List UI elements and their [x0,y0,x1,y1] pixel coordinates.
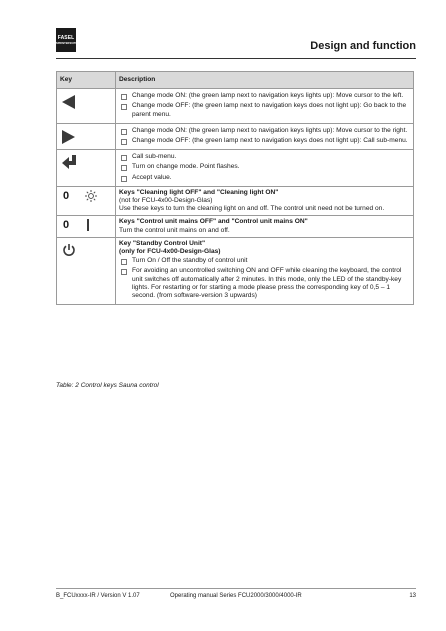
table-row [57,89,414,124]
off-key-label: 0 [63,219,70,232]
page-number: 13 [409,593,416,599]
description-cell [116,89,414,124]
table-caption: Table: 2 Control keys Sauna control [56,382,159,389]
description-cell [116,216,414,237]
list-item: Change mode OFF: (the green lamp next to navigation keys does not light up): Go back to the parent menu. [119,102,410,118]
off-key-label: 0 [63,189,70,202]
list-item: Change mode OFF: (the green lamp next to navigation keys does not light up): Call sub-menu. [119,137,410,145]
table-row [57,150,414,187]
list-item: Call sub-menu. [119,153,410,161]
description-cell [116,237,414,304]
row-title: Keys "Control unit mains OFF" and "Control unit mains ON" [119,218,308,226]
list-item: Turn On / Off the standby of control unit [119,257,410,265]
row-title: Key "Standby Control Unit" [119,239,206,247]
description-cell [116,123,414,149]
arrow-right-icon [62,130,75,144]
row-text: Use these keys to turn the cleaning light on and off. The control unit need not be turned on. [119,205,385,213]
footer-manual-title: Operating manual Series FCU2000/3000/4000-IR [170,593,302,599]
description-cell [116,150,414,187]
cleaning-light-icon [85,190,97,202]
row-subtitle: (not for FCU-4x00-Design-Glas) [119,197,213,205]
control-keys-table [56,71,414,305]
description-cell [116,186,414,216]
page-title: Design and function [310,40,416,52]
table-row [57,237,414,304]
list-item: Accept value. [119,174,410,182]
key-cell [57,237,116,304]
list-item: For avoiding an uncontrolled switching ON and OFF while cleaning the keyboard, the control unit switches off automatically after 2 minutes. In this mode, only the LED of the standby-key lights. For restarting or for starting a mode please press the corresponding key of 0,5 – 1 second. (from software-version 3 upwards) [119,267,410,300]
arrow-left-icon [62,95,75,109]
table-header-row [57,72,414,89]
enter-icon [62,155,78,169]
footer-divider [56,588,416,589]
standby-power-icon [62,243,76,257]
key-cell [57,216,116,237]
mains-on-icon [85,219,91,231]
list-item: Turn on change mode. Point flashes. [119,163,410,171]
column-header-description: Description [116,72,414,89]
table-row [57,186,414,216]
list-item: Change mode ON: (the green lamp next to navigation keys lights up): Move cursor to the right. [119,127,410,135]
row-subtitle: (only for FCU-4x00-Design-Glas) [119,248,221,256]
row-text: Turn the control unit mains on and off. [119,226,230,234]
header-divider [56,58,416,59]
table-row [57,123,414,149]
key-cell [57,150,116,187]
list-item: Change mode ON: (the green lamp next to navigation keys lights up): Move cursor to the left. [119,92,410,100]
column-header-key: Key [57,72,116,89]
row-title: Keys "Cleaning light OFF" and "Cleaning light ON" [119,188,279,196]
logo-subtext: SPRINTERSUITE [56,42,78,45]
key-cell [57,123,116,149]
key-cell [57,89,116,124]
key-cell [57,186,116,216]
footer-version: B_FCUxxxx-IR / Version V 1.07 [56,593,140,599]
company-logo [56,28,76,52]
logo-text: FASEL [57,35,75,41]
table-row [57,216,414,237]
